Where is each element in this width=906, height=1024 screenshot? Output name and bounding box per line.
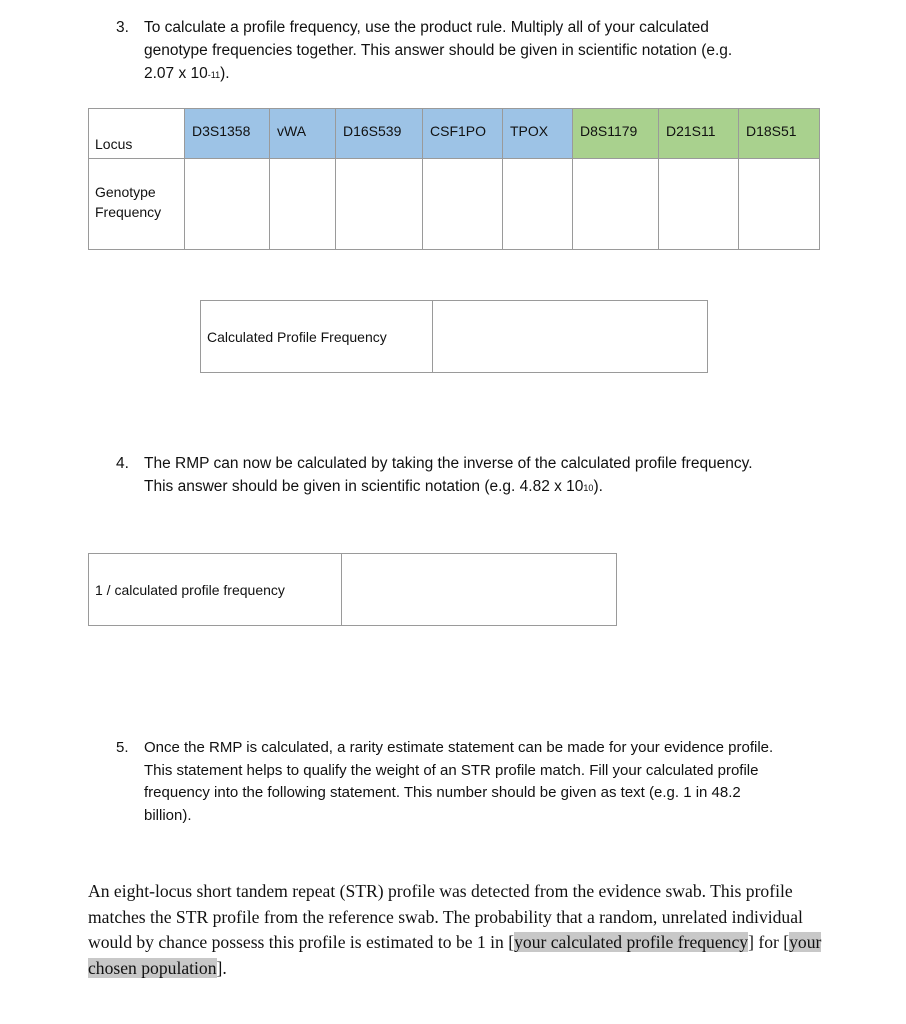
profile-frequency-value[interactable] bbox=[433, 301, 708, 373]
example-value: 2.07 x 10 bbox=[144, 65, 208, 82]
instruction-item-4 bbox=[116, 452, 836, 500]
item-3-line-1: To calculate a profile frequency, use the product rule. Multiply all of your calculated bbox=[144, 19, 709, 36]
locus-csf1po: CSF1PO bbox=[423, 109, 503, 159]
genotype-frequency-cell[interactable] bbox=[336, 159, 423, 250]
item-5-line-1: Once the RMP is calculated, a rarity estimate statement can be made for your evidence profile. bbox=[144, 739, 774, 756]
item-number: 3. bbox=[116, 19, 129, 36]
genotype-frequency-row bbox=[89, 159, 820, 250]
instruction-item-5 bbox=[116, 737, 836, 829]
locus-label: Locus bbox=[89, 109, 185, 159]
locus-tpox: TPOX bbox=[503, 109, 573, 159]
locus-d16s539: D16S539 bbox=[336, 109, 423, 159]
genotype-frequency-cell[interactable] bbox=[423, 159, 503, 250]
placeholder-profile-frequency[interactable]: your calculated profile frequency bbox=[514, 932, 749, 952]
profile-frequency-label: Calculated Profile Frequency bbox=[201, 301, 433, 373]
profile-frequency-table bbox=[200, 300, 708, 373]
item-4-line-2: This answer should be given in scientific notation (e.g. 4.82 x $10^{10}$). bbox=[144, 478, 603, 495]
locus-d8s1179: D8S1179 bbox=[573, 109, 659, 159]
genotype-frequency-cell[interactable] bbox=[573, 159, 659, 250]
item-number: 4. bbox=[116, 455, 129, 472]
locus-d18s51: D18S51 bbox=[739, 109, 820, 159]
item-5-line-3: frequency into the following statement. This number should be given as text (e.g. 1 in 48.2 bbox=[144, 784, 741, 801]
genotype-frequency-cell[interactable] bbox=[270, 159, 336, 250]
locus-row bbox=[89, 109, 820, 159]
example-end: ). bbox=[220, 65, 230, 82]
genotype-frequency-cell[interactable] bbox=[659, 159, 739, 250]
rmp-value[interactable] bbox=[342, 554, 617, 626]
item-3-line-3 bbox=[144, 62, 834, 85]
item-4-line-1: The RMP can now be calculated by taking the inverse of the calculated profile frequency. bbox=[144, 455, 753, 472]
rarity-statement: An eight-locus short tandem repeat (STR) profile was detected from the evidence swab. This profile matches the STR profile from the reference swab. The probability that a random, unrelated individual would by chance possess this profile is estimated to be 1 in [your calculated profile frequency] for [your chosen population]. bbox=[88, 881, 822, 978]
item-5-line-4: billion). bbox=[144, 806, 192, 824]
item-5-line-2: This statement helps to qualify the weight of an STR profile match. Fill your calculated profile bbox=[144, 761, 759, 779]
genotype-frequency-cell[interactable] bbox=[503, 159, 573, 250]
rmp-label: 1 / calculated profile frequency bbox=[89, 554, 342, 626]
locus-d3s1358: D3S1358 bbox=[185, 109, 270, 159]
example-exponent: -11 bbox=[207, 70, 221, 80]
locus-vwa: vWA bbox=[270, 109, 336, 159]
locus-table bbox=[88, 108, 820, 250]
genotype-frequency-label: Genotype Frequency bbox=[89, 159, 185, 250]
rmp-table bbox=[88, 553, 617, 626]
item-3-line-2: genotype frequencies together. This answer should be given in scientific notation (e.g. bbox=[144, 42, 733, 59]
genotype-frequency-cell[interactable] bbox=[739, 159, 820, 250]
example-exponent: 10 bbox=[583, 483, 594, 493]
placeholder-population[interactable]: your chosen population bbox=[88, 932, 822, 978]
genotype-frequency-cell[interactable] bbox=[185, 159, 270, 250]
item-number: 5. bbox=[116, 739, 129, 756]
instruction-item-3 bbox=[116, 16, 836, 88]
locus-d21s11: D21S11 bbox=[659, 109, 739, 159]
